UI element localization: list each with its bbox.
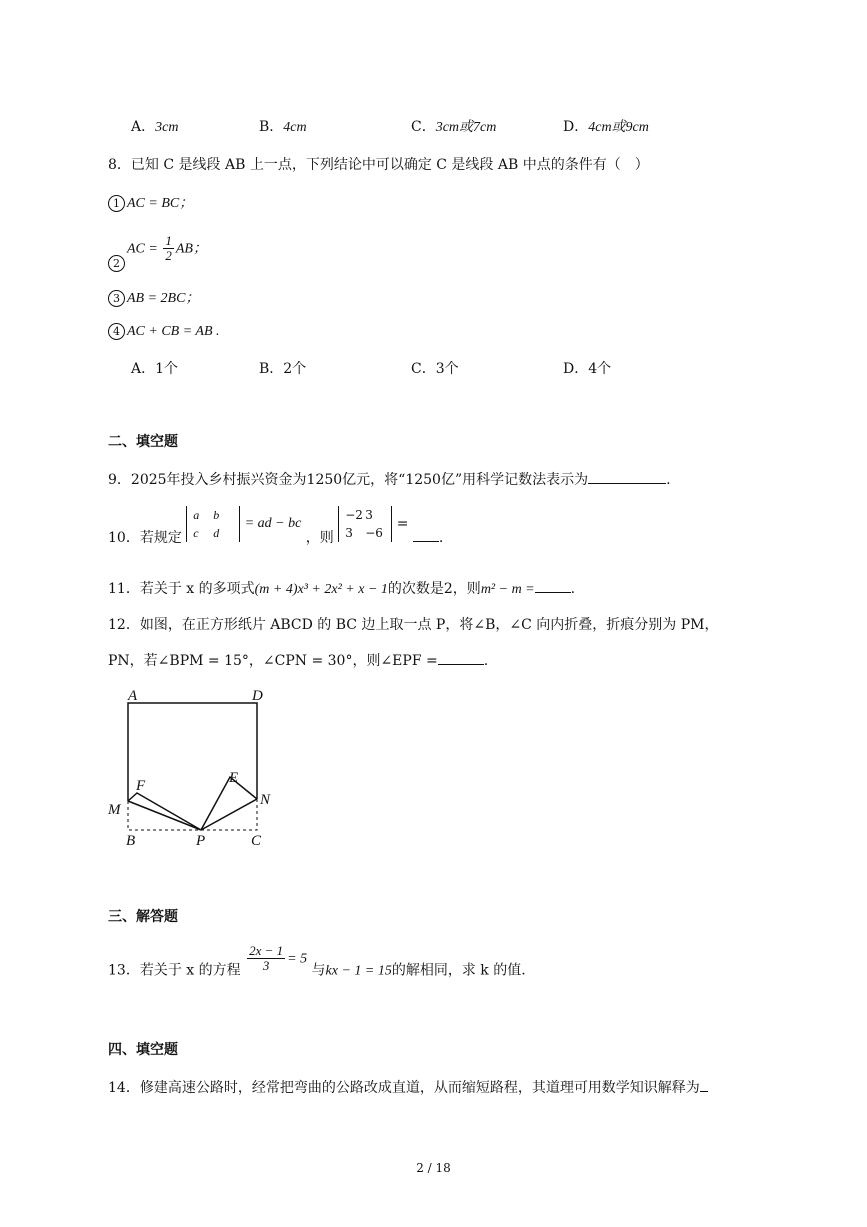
det-cell: 3	[345, 526, 353, 540]
condition-2	[108, 234, 207, 272]
answer-blank[interactable]	[535, 578, 571, 593]
answer-blank[interactable]	[588, 469, 666, 484]
section-heading: 三、解答题	[108, 909, 178, 925]
question-text: 10．若规定	[108, 530, 182, 546]
label-n: N	[260, 792, 271, 808]
question-text: ，则	[305, 530, 334, 546]
crease-pm	[128, 801, 201, 830]
question-12-line2	[108, 650, 488, 670]
condition-1	[108, 192, 193, 212]
fraction-numerator: 2x − 1	[249, 943, 284, 958]
question-12-line1: 12．如图，在正方形纸片 ABCD 的 BC 边上取一点 P，将∠B，∠C 向内折叠，折痕分别为 PM，	[108, 617, 719, 633]
fraction-numerator: 1	[165, 233, 172, 248]
question-text: 的解相同，求 k 的值.	[391, 962, 526, 979]
label-f: F	[136, 778, 146, 794]
circled-number: 4	[108, 323, 125, 340]
fraction-denominator: 3	[262, 958, 270, 973]
question-text: 14．修建高速公路时，经常把弯曲的公路改成直道，从而缩短路程，其道理可用数学知识解释为	[108, 1080, 700, 1096]
circled-number: 2	[108, 255, 125, 272]
punctuation: .	[483, 653, 489, 669]
q8-option-d: D．4个	[563, 361, 612, 377]
fraction-denominator: 2	[165, 248, 172, 263]
option-label: C．	[411, 119, 436, 135]
question-text: 13．若关于 x 的方程	[108, 962, 241, 979]
q8-option-a: A．1个	[131, 361, 179, 377]
option-value: 4cm或9cm	[588, 120, 649, 135]
question-11	[108, 578, 575, 598]
section-heading: 二、填空题	[108, 434, 178, 450]
label-c: C	[251, 833, 262, 849]
page-number: 2 / 18	[416, 1161, 451, 1175]
det-cell: d	[213, 526, 220, 540]
det-cell: c	[193, 526, 199, 540]
answer-blank[interactable]	[438, 650, 484, 665]
determinant-definition	[186, 506, 240, 542]
label-d: D	[252, 688, 263, 704]
answer-blank[interactable]	[700, 1077, 708, 1092]
expression: m² − m =	[480, 582, 535, 597]
label-b: B	[126, 833, 136, 849]
equation: kx − 1 = 15	[325, 963, 392, 979]
question-13	[108, 944, 526, 980]
question-text: 与	[311, 962, 326, 979]
square-folding-figure	[100, 682, 290, 854]
square-outline	[128, 703, 257, 801]
condition-text: AB；	[175, 241, 207, 257]
folded-flap-b	[128, 793, 201, 830]
question-text: 的次数是2，则	[387, 581, 481, 597]
answer-blank[interactable]	[413, 527, 439, 542]
question-text: 9．2025年投入乡村振兴资金为1250亿元，将“1250亿”用科学记数法表示为	[108, 472, 589, 488]
condition-3	[108, 287, 199, 307]
question-14	[108, 1077, 708, 1097]
condition-text: AC + CB = AB .	[127, 324, 220, 339]
condition-4	[108, 323, 220, 340]
label-a: A	[128, 688, 138, 704]
q8-option-c: C．3个	[411, 361, 459, 377]
condition-text: AC = BC；	[127, 196, 194, 211]
label-p: P	[196, 833, 206, 849]
question-9	[108, 469, 671, 489]
option-a	[131, 116, 178, 136]
q8-option-b: B．2个	[259, 361, 307, 377]
det-cell: −6	[365, 526, 383, 540]
label-e: E	[229, 770, 239, 786]
determinant-value	[338, 506, 392, 542]
question-8-stem: 8．已知 C 是线段 AB 上一点，下列结论中可以确定 C 是线段 AB 中点的条件有（ ）	[108, 157, 649, 173]
option-label: A．	[131, 119, 156, 135]
circled-number: 3	[108, 290, 125, 307]
option-d	[563, 116, 649, 136]
section-heading: 四、填空题	[108, 1042, 178, 1058]
equals-sign: =	[396, 516, 409, 532]
det-cell: b	[213, 508, 220, 522]
option-label: B．	[259, 119, 284, 135]
condition-text: AC =	[127, 241, 162, 257]
option-c	[411, 116, 496, 136]
condition-text: AB = 2BC；	[127, 291, 200, 306]
option-label: D．	[563, 119, 589, 135]
equation-rhs: = 5	[287, 951, 308, 967]
question-text: PN，若∠BPM = 15°，∠CPN = 30°，则∠EPF =	[108, 653, 438, 669]
punctuation: .	[666, 472, 671, 488]
label-m: M	[108, 802, 121, 818]
option-b	[259, 116, 307, 136]
fraction	[247, 944, 285, 973]
det-cell: −2	[345, 508, 363, 522]
option-value: 3cm	[155, 120, 179, 135]
det-cell: a	[193, 508, 200, 522]
question-10	[108, 506, 443, 547]
option-value: 3cm或7cm	[435, 120, 497, 135]
fraction	[163, 234, 174, 263]
det-cell: 3	[365, 508, 373, 522]
polynomial: (m + 4)x³ + 2x² + x − 1	[254, 582, 388, 597]
punctuation: .	[570, 581, 576, 597]
question-text: 11．若关于 x 的多项式	[108, 581, 255, 597]
circled-number: 1	[108, 195, 125, 212]
option-value: 4cm	[283, 120, 307, 135]
punctuation: .	[438, 530, 444, 546]
formula-text: = ad − bc	[244, 516, 302, 531]
